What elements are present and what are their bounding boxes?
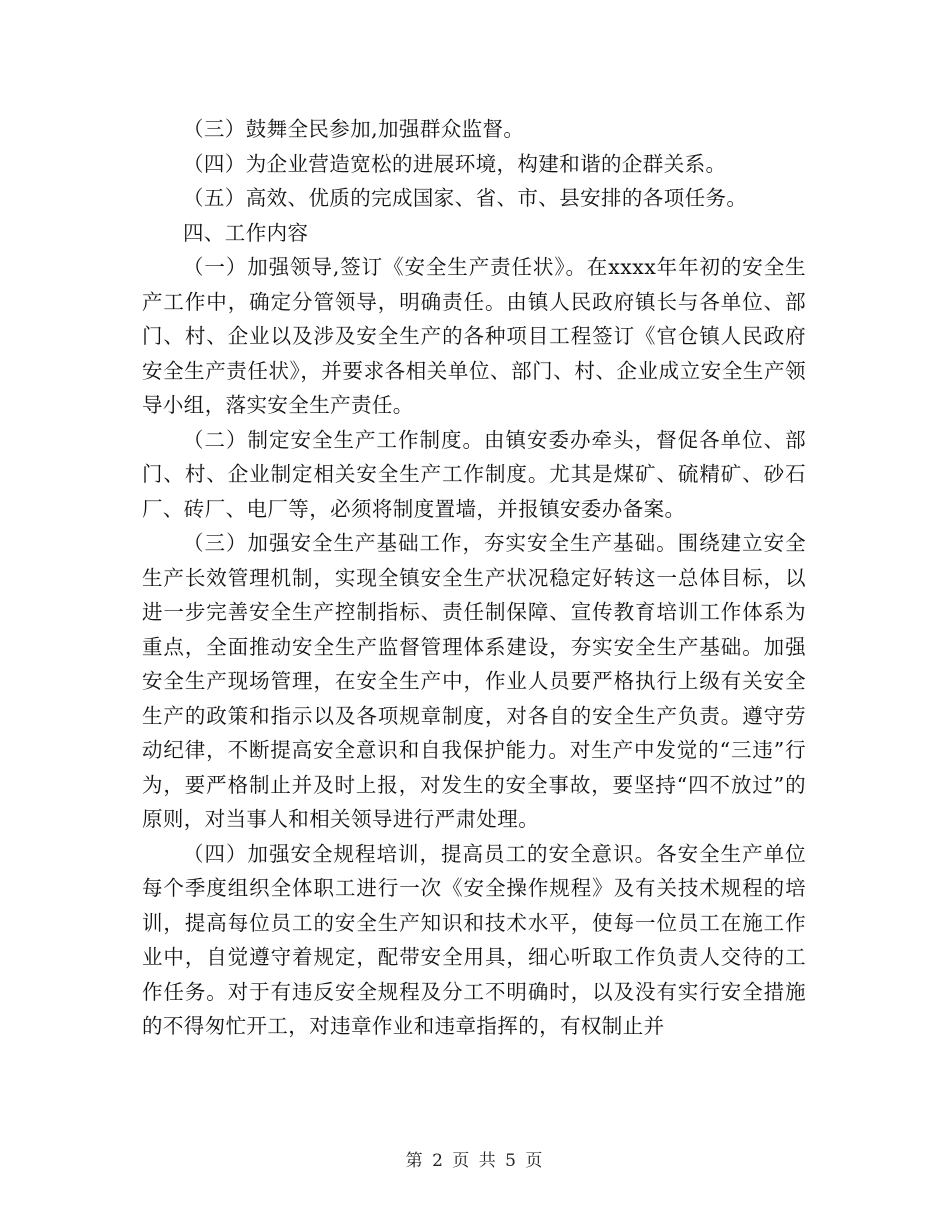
paragraph-safety-foundation: （三）加强安全生产基础工作，夯实安全生产基础。围绕建立安全生产长效管理机制，实现全镇安全生产状况稳定好转这一总体目标，以进一步完善安全生产控制指标、责任制保障、宣传教育培训工作体系为重点，全面推动安全生产监督管理体系建设，夯实安全生产基础。加强安全生产现场管理，在安全生产中，作业人员要严格执行上级有关安全生产的政策和指示以及各项规章制度，对各自的安全生产负责。遵守劳动纪律，不断提高安全意识和自我保护能力。对生产中发觉的“三违”行为，要严格制止并及时上报，对发生的安全事故，要坚持“四不放过”的原则，对当事人和相关领导进行严肃处理。 [142,531,806,831]
paragraph-leadership-responsibility: （一）加强领导,签订《安全生产责任状》。在xxxx年年初的安全生产工作中，确定分管领导，明确责任。由镇人民政府镇长与各单位、部门、村、企业以及涉及安全生产的各种项目工程签订《官仓镇人民政府安全生产责任状》，并要求各相关单位、部门、村、企业成立安全生产领导小组，落实安全生产责任。 [142,255,806,417]
paragraph-safety-training: （四）加强安全规程培训，提高员工的安全意识。各安全生产单位每个季度组织全体职工进行一次《安全操作规程》及有关技术规程的培训，提高每位员工的安全生产知识和技术水平，使每一位员工在施工作业中，自觉遵守着规定，配带安全用具，细心听取工作负责人交待的工作任务。对于有违反安全规程及分工不明确时，以及没有实行安全措施的不得匆忙开工，对违章作业和违章指挥的，有权制止并 [142,841,806,1038]
document-body [142,112,806,1044]
paragraph-work-system: （二）制定安全生产工作制度。由镇安委办牵头，督促各单位、部门、村、企业制定相关安全生产工作制度。尤其是煤矿、硫精矿、砂石厂、砖厂、电厂等，必须将制度置墙，并报镇安委办备案。 [142,427,806,521]
section-heading-work-content: 四、工作内容 [183,220,309,245]
paragraph-complete-tasks: （五）高效、优质的完成国家、省、市、县安排的各项任务。 [183,186,748,210]
paragraph-encourage-participation: （三）鼓舞全民参加,加强群众监督。 [183,117,525,141]
paragraph-development-environment: （四）为企业营造宽松的进展环境，构建和谐的企群关系。 [183,151,727,176]
page-number-footer: 第 2 页 共 5 页 [405,1151,545,1171]
